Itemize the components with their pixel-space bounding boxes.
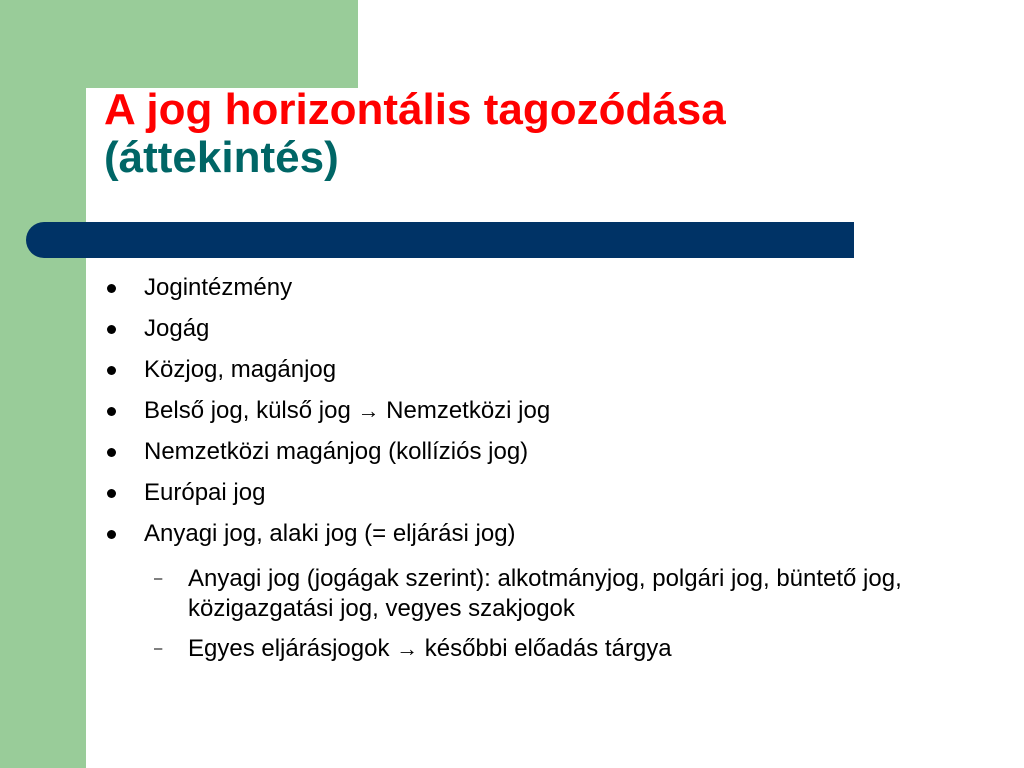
bullet-text: Közjog, magánjog: [144, 356, 337, 383]
bullet-item: [144, 396, 550, 426]
bullet-item: [144, 437, 528, 467]
bullet-item: [144, 478, 265, 508]
title-line-2: (áttekintés): [104, 133, 339, 182]
green-side-band: [0, 0, 86, 768]
bullet-text: Jogág: [144, 315, 210, 342]
dash-bullet-icon: –: [154, 570, 163, 587]
slide-title: [104, 86, 984, 182]
bullet-text: Jogintézmény: [144, 274, 293, 301]
bullet-dot-icon: [107, 407, 116, 416]
green-top-band: [86, 0, 358, 88]
bullet-dot-icon: [107, 325, 116, 334]
sub-bullet-text: Anyagi jog (jogágak szerint): alkotmányjog, polgári jog, büntető jog, közigazgatási jog, vegyes szakjogok: [188, 565, 902, 622]
bullet-text: Európai jog: [144, 479, 266, 506]
title-line-1: A jog horizontális tagozódása: [104, 85, 726, 134]
bullet-dot-icon: [107, 530, 116, 539]
right-arrow-icon: →: [396, 636, 419, 661]
sub-bullet-text-before: Egyes eljárásjogok: [188, 635, 390, 662]
bullet-item: [144, 314, 209, 344]
bullet-text: Anyagi jog, alaki jog (= eljárási jog): [144, 520, 516, 547]
bullet-dot-icon: [107, 489, 116, 498]
bullet-text: Nemzetközi magánjog (kollíziós jog): [144, 438, 529, 465]
title-underline-bar: [26, 222, 854, 258]
bullet-dot-icon: [107, 366, 116, 375]
bullet-dot-icon: [107, 284, 116, 293]
bullet-text-after: Nemzetközi jog: [386, 397, 551, 424]
dash-bullet-icon: –: [154, 640, 163, 657]
bullet-dot-icon: [107, 448, 116, 457]
bullet-item: [144, 355, 336, 385]
bullet-item: [144, 519, 516, 549]
right-arrow-icon: →: [357, 398, 380, 423]
sub-bullet-item: [154, 634, 908, 664]
sub-bullet-text-after: későbbi előadás tárgya: [424, 635, 672, 662]
bullet-text-before: Belső jog, külső jog: [144, 397, 351, 424]
sub-bullet-item: [154, 564, 908, 624]
bullet-item: [144, 273, 292, 303]
